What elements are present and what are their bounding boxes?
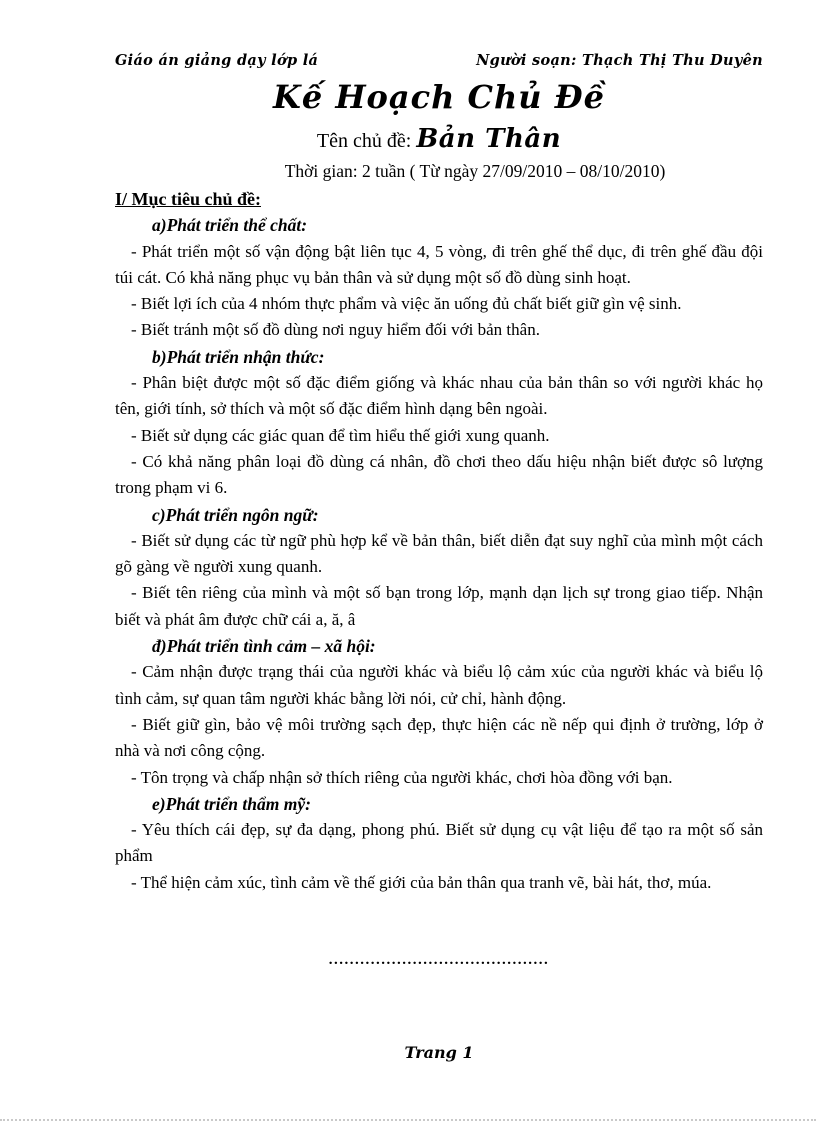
topic-name: Bản Thân xyxy=(416,124,562,154)
objective-section-heading: đ)Phát triển tình cảm – xã hội: xyxy=(152,636,376,657)
page-header xyxy=(115,52,763,69)
objective-section xyxy=(115,502,763,633)
objective-paragraph: - Biết lợi ích của 4 nhóm thực phẩm và việc ăn uống đủ chất biết giữ gìn vệ sinh. xyxy=(131,294,682,314)
objectives-content xyxy=(115,186,763,896)
objective-section xyxy=(115,212,763,343)
section-i-heading: I/ Mục tiêu chủ đề: xyxy=(115,189,261,209)
objective-paragraph: - Tôn trọng và chấp nhận sở thích riêng của người khác, chơi hòa đồng với bạn. xyxy=(131,767,673,787)
objective-section-heading: c)Phát triển ngôn ngữ: xyxy=(152,504,319,525)
time-line: Thời gian: 2 tuần ( Từ ngày 27/09/2010 – 08/10/2010) xyxy=(284,161,666,181)
objective-paragraph: - Biết giữ gìn, bảo vệ môi trường sạch đẹp, thực hiện các nề nếp qui định ở trường, lớp ở nhà và nơi công cộng. xyxy=(115,714,763,761)
objective-paragraph: - Biết sử dụng các từ ngữ phù hợp kể về bản thân, biết diễn đạt suy nghĩ của mình một cách gõ gàng về người xung quanh. xyxy=(115,530,763,577)
objective-section-heading: a)Phát triển thể chất: xyxy=(152,215,308,236)
header-right-text: Người soạn: Thạch Thị Thu Duyên xyxy=(476,52,763,69)
objective-section-heading: e)Phát triển thẩm mỹ: xyxy=(152,793,311,814)
objective-section-heading: b)Phát triển nhận thức: xyxy=(152,346,325,367)
page-boundary-dotted-line xyxy=(0,1119,816,1121)
objective-paragraph: - Biết sử dụng các giác quan để tìm hiểu thế giới xung quanh. xyxy=(131,425,550,445)
objective-paragraph: - Yêu thích cái đẹp, sự đa dạng, phong phú. Biết sử dụng cụ vật liệu để tạo ra một số sản phẩm xyxy=(115,820,763,866)
sections-container xyxy=(115,212,763,896)
objective-section xyxy=(115,791,763,896)
objective-paragraph: - Thể hiện cảm xúc, tình cảm về thế giới của bản thân qua tranh vẽ, bài hát, thơ, múa. xyxy=(131,872,712,892)
objective-paragraph: - Biết tránh một số đồ dùng nơi nguy hiểm đối với bản thân. xyxy=(131,320,540,340)
page-number: Trang 1 xyxy=(404,1043,474,1062)
objective-paragraph: - Có khả năng phân loại đồ dùng cá nhân, đồ chơi theo dấu hiệu nhận biết được sô lượng trong phạm vi 6. xyxy=(115,451,763,498)
header-left-text: Giáo án giảng dạy lớp lá xyxy=(115,52,319,69)
objective-section xyxy=(115,633,763,791)
document-title: Kế Hoạch Chủ Đề xyxy=(273,78,605,116)
dotted-separator: .......................................... xyxy=(328,952,550,968)
objective-paragraph: - Phát triển một số vận động bật liên tục 4, 5 vòng, đi trên ghế thể dục, đi trên ghế đầu đội túi cát. Có khả năng phục vụ bản thân và sử dụng một số đồ dùng sinh hoạt. xyxy=(115,241,763,287)
objective-paragraph: - Cảm nhận được trạng thái của người khác và biểu lộ cảm xúc của người khác và biểu lộ tình cảm, sự quan tâm người khác bằng lời nói, cử chỉ, hành động. xyxy=(115,662,763,708)
topic-line xyxy=(115,124,763,154)
objective-paragraph: - Phân biệt được một số đặc điểm giống và khác nhau của bản thân so với người khác họ tên, giới tính, sở thích và một số đặc điểm hình dạng bên ngoài. xyxy=(115,373,763,419)
topic-label: Tên chủ đề: xyxy=(316,130,417,152)
objective-section xyxy=(115,344,763,502)
objective-paragraph: - Biết tên riêng của mình và một số bạn trong lớp, mạnh dạn lịch sự trong giao tiếp. Nhận biết và phát âm được chữ cái a, ă, â xyxy=(115,583,763,629)
